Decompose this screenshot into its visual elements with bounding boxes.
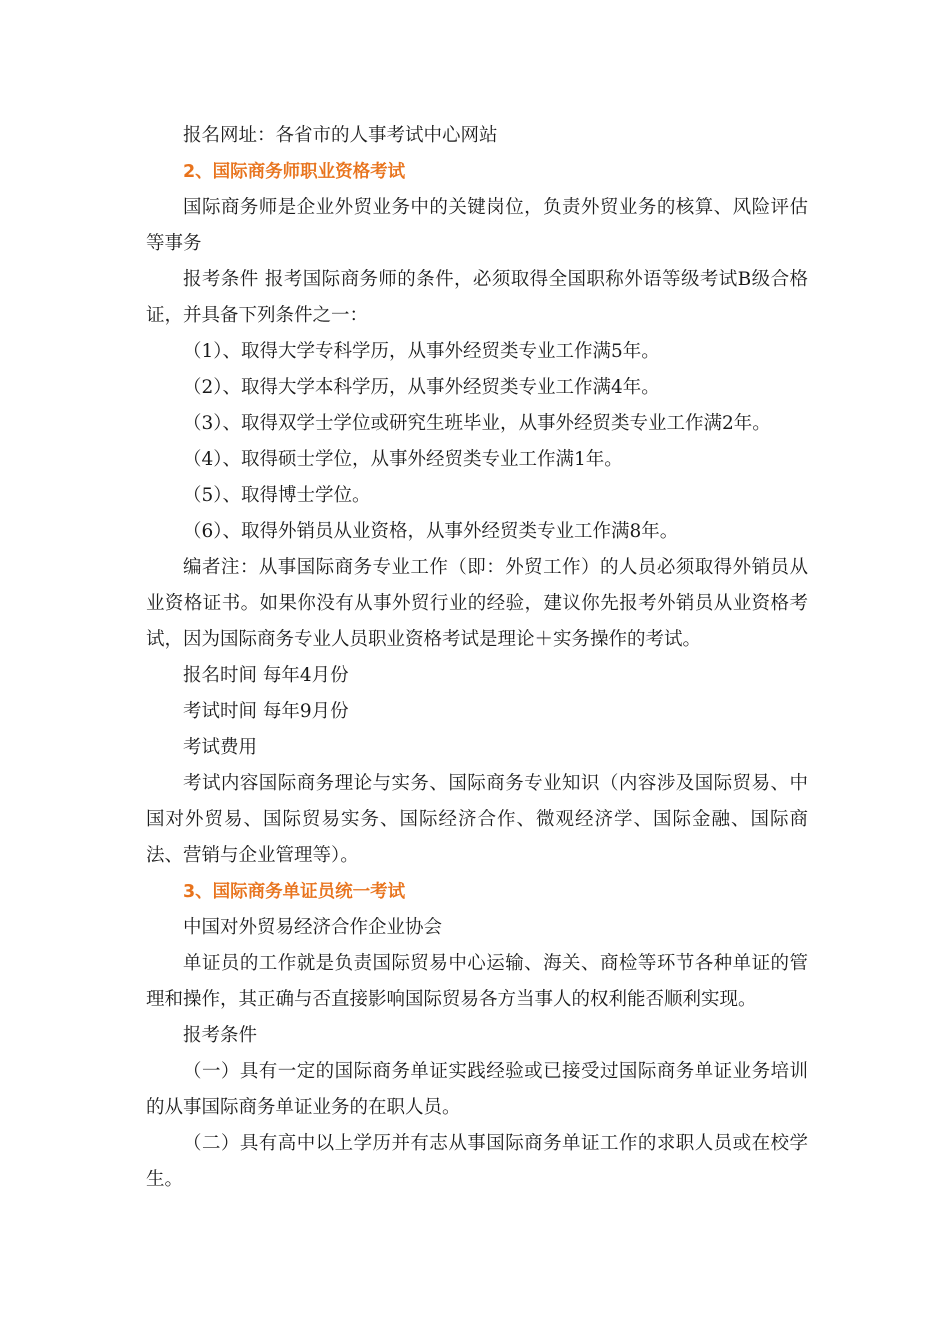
- section2-exam-content: 考试内容国际商务理论与实务、国际商务专业知识（内容涉及国际贸易、中国对外贸易、国际贸易实务、国际经济合作、微观经济学、国际金融、国际商法、营销与企业管理等）。: [146, 773, 808, 866]
- registration-site-line: 报名网址：各省市的人事考试中心网站: [183, 125, 498, 146]
- section2-heading: 2、国际商务师职业资格考试: [183, 162, 406, 182]
- section2-requirements: 报考条件 报考国际商务师的条件，必须取得全国职称外语等级考试B级合格证，并具备下列条件之一：: [146, 269, 808, 326]
- section2-condition-3: （3）、取得双学士学位或研究生班毕业，从事外经贸类专业工作满2年。: [183, 413, 771, 434]
- section2-editor-note: 编者注：从事国际商务专业工作（即：外贸工作）的人员必须取得外销员从业资格证书。如果你没有从事外贸行业的经验，建议你先报考外销员从业资格考试，因为国际商务专业人员职业资格考试是理论＋实务操作的考试。: [146, 557, 808, 650]
- document-page: [146, 118, 808, 1198]
- section3-description: 单证员的工作就是负责国际贸易中心运输、海关、商检等环节各种单证的管理和操作，其正确与否直接影响国际贸易各方当事人的权利能否顺利实现。: [146, 953, 808, 1010]
- section2-condition-1: （1）、取得大学专科学历，从事外经贸类专业工作满5年。: [183, 341, 660, 362]
- section2-condition-5: （5）、取得博士学位。: [183, 485, 371, 506]
- section3-condition-1: （一）具有一定的国际商务单证实践经验或已接受过国际商务单证业务培训的从事国际商务单证业务的在职人员。: [146, 1061, 808, 1118]
- section3-organizer: 中国对外贸易经济合作企业协会: [183, 917, 443, 938]
- section2-condition-4: （4）、取得硕士学位，从事外经贸类专业工作满1年。: [183, 449, 623, 470]
- section2-registration-time: 报名时间 每年4月份: [183, 665, 349, 686]
- section3-requirements-label: 报考条件: [183, 1025, 258, 1046]
- section2-condition-2: （2）、取得大学本科学历，从事外经贸类专业工作满4年。: [183, 377, 660, 398]
- section2-exam-time: 考试时间 每年9月份: [183, 701, 349, 722]
- section3-heading: 3、国际商务单证员统一考试: [183, 882, 406, 902]
- section2-condition-6: （6）、取得外销员从业资格，从事外经贸类专业工作满8年。: [183, 521, 679, 542]
- section2-intro: 国际商务师是企业外贸业务中的关键岗位，负责外贸业务的核算、风险评估等事务: [146, 197, 808, 254]
- section2-exam-fee: 考试费用: [183, 737, 258, 758]
- section3-condition-2: （二）具有高中以上学历并有志从事国际商务单证工作的求职人员或在校学生。: [146, 1133, 808, 1190]
